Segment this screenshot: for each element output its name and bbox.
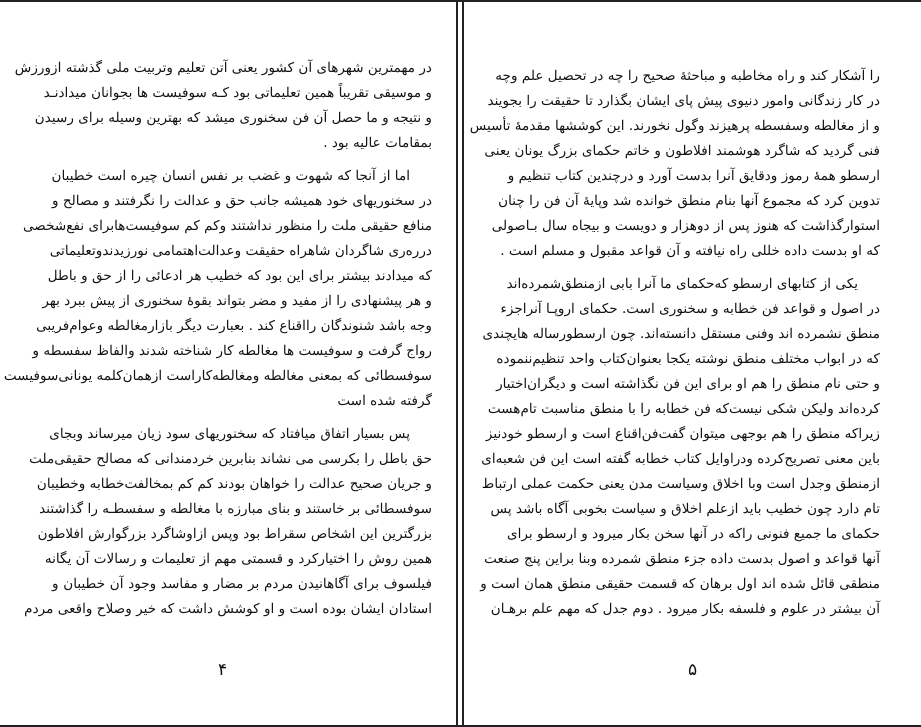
text-line: در مهمترین شهرهای آن کشور یعنی آتن تعلیم وتربیت ملی گذشته ازورزش [14,60,432,76]
text-line: حکمای ما جمیع فنونی راکه در آنها سخن بکار میرود و ارسطو برای [506,526,880,542]
text-line: تام دارد چون خطیب باید ازعلم اخلاق و سیاست بخوبی آگاه باشد پس [490,501,880,517]
text-line: آنها قواعد و اصول بدست داده جزء منطق شمرده وبنا براین پنج صنعت [484,551,880,567]
text-line: یکی از کتابهای ارسطو که‌حکمای ما آنرا بابی ازمنطق‌شمرده‌اند [506,276,858,292]
text-line: همین روش را اختیارکرد و قسمتی مهم از تعلیمات و رسالات آن یگانه [44,551,432,567]
text-line: ازمنطق وجدل است وبا اخلاق وسیاست مدن یعنی حکمت عملی ارتباط [481,476,880,492]
text-line: درره‌ری شاگردان شاهراه حقیقت وعدالت‌اهتمامی نورزیدندوتعلیماتی [49,243,432,259]
text-line: رواج گرفت و سوفیست ها مغالطه کار شناخته شدند والفاظ سفسطه و [32,343,432,359]
text-line: اما از آنجا که شهوت و غضب بر نفس انسان چیره است خطیبان [51,168,410,184]
text-line: آن بیشتر در علوم و فلسفه بکار میرود . دوم جدل که مهم علم برهـان [490,601,880,617]
text-line: که در ابواب مختلف منطق نوشته یکجا بعنوان‌کتاب واحد تنظیم‌ننموده [496,351,880,367]
text-line: و حتی نام منطق را هم او برای این فن نگذاشته است و دیگران‌اختیار [496,376,880,392]
text-line: وجه باشد شنوندگان رااقناع کند . بعبارت دیگر بازارمغالطه وعوام‌فریبی [36,318,432,334]
text-line: در سخنوریهای خود همیشه جانب حق و عدالت را نگرفتند و مصالح و [52,193,432,209]
text-line: و جریان صحیح عدالت را خواهان بودند کم کم بمخالفت‌خطابه وخطیبان [36,476,432,492]
text-line: استوارگذاشت که هنوز پس از دوهزار و دویست و بیجاه سال بـاصولی [491,218,880,234]
text-line: بمقامات عالیه بود . [323,135,432,151]
text-line: که او بدست داده خللی راه نیافته و آن قواعد مقبول و مسلم است . [500,243,880,259]
text-line: بزرگترین این اشخاص سقراط بود وپس ازاوشاگرد بزرگوارش افلاطون [37,526,432,542]
text-line: و هر پیشنهادی را از مفید و مضر بتواند بقوهٔ سخنوری از پیش ببرد بهر [42,293,432,309]
text-line: کرده‌اند ولیکن شکی نیست‌که فن خطابه را با منطق مناسبت تام‌هست [487,401,880,417]
text-line: ارسطو همهٔ رموز ودقایق آنرا بدست آورد و درچندین کتاب تنظیم و [507,168,880,184]
text-line: منطقی قائل شده اند اول برهان که قسمت حقیقی منطق همان است و [480,576,880,592]
text-line: حق باطل را بکرسی می نشاند بنابرین خردمندانی که مصالح حقیقی‌ملت [29,451,432,467]
text-line: که میدادند بیشتر برای این بود که خطیب هر ادعائی را از حق و باطل [47,268,432,284]
text-line: منطق نشمرده اند وفنی مستقل دانسته‌اند. چون ارسطورساله هایچندی [482,326,880,342]
text-line: گرفته شده است [337,393,432,409]
page-number-left: ۴ [218,660,228,680]
text-line: پس بسیار اتفاق میافتاد که سخنوریهای سود زیان میرساند وبجای [49,426,410,442]
text-line: استادان ایشان بوده است و او کوشش داشت که خیر وصلاح واقعی مردم [24,601,432,617]
right-page [469,64,880,622]
text-line: فیلسوف برای آگاهانیدن مردم بر مضار و مفاسد وجود آن خطیبان و [52,576,432,592]
text-line: در اصول و قواعد فن خطابه و سخنوری است. حکمای اروپـا آنراجزء [500,301,880,317]
text-line: باین معنی تصریح‌کرده ودراوایل کتاب خطابه گفته است این فن شعبه‌ای [481,451,880,467]
text-line: و از مغالطه وسفسطه پرهیزند وگول نخورند. این کوششها مقدمهٔ تأسیس [469,118,880,134]
text-line: منافع حقیقی ملت را منظور نداشتند وکم کم سوفیست‌هابرای نفع‌شخصی [22,218,432,234]
left-page [3,56,432,622]
top-border [0,0,921,2]
gutter-line-right [462,0,464,727]
text-line: و موسیقی تقریباً همین تعلیماتی بود کـه سوفیست ها بجوانان میدادنـد [43,85,432,101]
text-line: و نتیجه و ما حصل آن فن سخنوری میشد که بهترین وسیله برای رسیدن [34,110,432,126]
text-line: سوفسطائی بر خاستند و بنای مبارزه با مغالطه و سفسطـه را گذاشتند [39,501,432,517]
text-line: تدوین کرد که مجموع آنها بنام منطق خوانده شد وپایهٔ آن فن را چنان [498,193,880,209]
text-line: سوفسطائی که بمعنی مغالطه ومغالطه‌کاراست ازهمان‌کلمه یونانی‌سوفیست [3,368,432,384]
text-line: را آشکار کند و راه مخاطبه و مباحثهٔ صحیح را چه در تحصیل علم وچه [495,68,880,84]
gutter-line-left [456,0,458,727]
text-line: در کار زندگانی وامور دنیوی پیش پای ایشان بگذارد تا حقیقت را بجویند [487,93,880,109]
text-line: فنی گردید که شاگرد هوشمند افلاطون و خاتم حکمای بزرگ یونان یعنی [484,143,880,159]
text-line: زیراکه منطق را هم بوجهی میتوان گفت‌فن‌اقناع است و ارسطو خودنیز [485,426,880,442]
page-number-right: ۵ [688,660,698,680]
